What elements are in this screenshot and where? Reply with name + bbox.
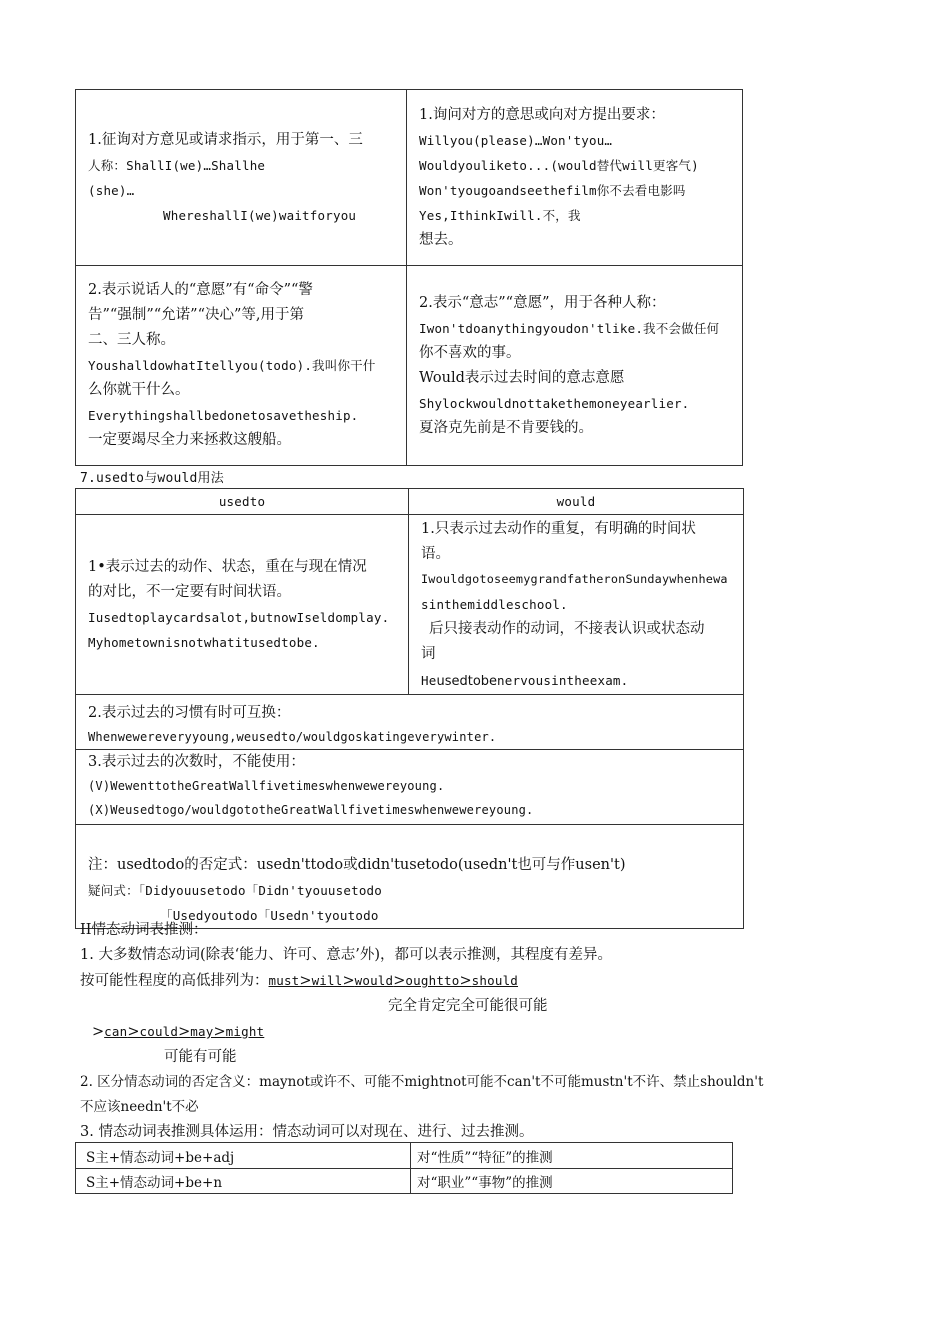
text-line: 3.表示过去的次数时，不能使用： <box>88 754 305 770</box>
text-line: Willyou(please)…Won'tyou… <box>419 132 613 148</box>
usedto-usage-1-cell <box>76 515 409 695</box>
text-line: 1.只表示过去动作的重复，有明确的时间状 <box>421 521 696 537</box>
gt-sign: > <box>393 973 406 989</box>
text-line: Wouldyouliketo...(would替代will更客气) <box>419 157 699 173</box>
gt-sign: > <box>299 973 312 989</box>
gt-sign: > <box>342 973 355 989</box>
text-line: 疑问式：「Didyouusetodo「Didn'tyouusetodo <box>88 883 382 898</box>
note-text: 注：usedtodo的否定式：usedn'ttodo或didn'tusetodo(usedn't也可与作usen't) <box>88 857 626 873</box>
usedto-would-table <box>75 488 744 929</box>
text-line: Yes,IthinkIwill.不，我 <box>419 207 581 223</box>
text-line: 2.表示“意志”“意愿”，用于各种人称： <box>419 294 666 311</box>
would-usage-1-cell <box>409 515 744 695</box>
text-line: (she)… <box>88 182 135 198</box>
text-fragment: He <box>421 673 437 688</box>
text-line: Whenwewereveryyoung,weusedto/wouldgoskatingeverywinter. <box>88 730 497 744</box>
usedto-note-cell <box>76 825 744 929</box>
text-line: 一定要竭尽全力来拯救这艘船。 <box>88 432 291 448</box>
text-line: 1•表示过去的动作、状态，重在与现在情况 <box>88 558 367 575</box>
modal-would: would <box>354 973 394 988</box>
section-ii <box>80 918 900 1145</box>
text-line: sinthemiddleschool. <box>421 597 568 612</box>
text-line: 「Usedyoutodo「Usedn'tyoutodo <box>160 908 379 923</box>
text-line: 词 <box>421 646 436 662</box>
text-line: 3. 情态动词表推测具体运用：情态动词可以对现在、进行、过去推测。 <box>80 1124 534 1140</box>
text-line <box>80 968 900 994</box>
modal-oughtto: oughtto <box>405 973 460 988</box>
section-7-title: 7.usedto与would用法 <box>80 471 224 486</box>
text-line: 么你就干什么。 <box>88 382 190 398</box>
text-line: 夏洛克先前是不肯要钱的。 <box>419 419 593 436</box>
text-line: 1. 大多数情态动词(除表‘能力、许可、意志’外)，都可以表示推测，其程度有差异。 <box>80 947 612 963</box>
modal-might: might <box>225 1024 265 1039</box>
text-line: 2.表示过去的习惯有时可互换： <box>88 705 291 721</box>
text-fragment: nervousintheexam. <box>497 673 629 688</box>
shall-will-table <box>75 89 743 466</box>
text-line: WhereshallI(we)waitforyou <box>163 207 357 223</box>
gt-sign: > <box>459 973 472 989</box>
text-line: Iusedtoplaycardsalot,butnowIseldomplay. <box>88 609 390 625</box>
text-line: Everythingshallbedonetosavetheship. <box>88 408 359 423</box>
gt-sign: > <box>178 1024 191 1040</box>
text-line: 想去。 <box>419 231 463 248</box>
text-line: 1.询问对方的意思或向对方提出要求： <box>419 106 665 123</box>
text-line: IwouldgotoseemygrandfatheronSundaywhenhewa <box>421 572 728 586</box>
pattern-cell-adj: S主+情态动词+be+adj <box>76 1143 411 1169</box>
text-line: 2. 区分情态动词的否定含义：maynot或许不、可能不mightnot可能不can't不可能mustn't不许、禁止shouldn't <box>80 1074 764 1090</box>
text-line: 1.征询对方意见或请求指示，用于第一、三 <box>88 131 363 148</box>
meaning-cell-adj: 对“性质”“特征”的推测 <box>411 1143 733 1169</box>
modal-should: should <box>471 973 519 988</box>
gt-sign: > <box>213 1024 226 1040</box>
gt-sign: > <box>127 1024 140 1040</box>
modal-must: must <box>268 973 300 988</box>
text-line: 你不喜欢的事。 <box>419 344 521 361</box>
text-line: (X)Weusedtogo/wouldgototheGreatWallfivetimeswhenwewereyoung. <box>88 803 534 817</box>
text-line: 的对比，不一定要有时间状语。 <box>88 583 291 600</box>
text-line: Shylockwouldnottakethemoneyearlier. <box>419 395 690 411</box>
usedto-would-usage-2-cell <box>76 695 744 750</box>
meaning-cell-noun: 对“职业”“事物”的推测 <box>411 1169 733 1194</box>
usedto-would-usage-3-cell <box>76 750 744 825</box>
modal-can: can <box>104 1024 128 1039</box>
modal-will: will <box>311 973 343 988</box>
text-line: 告”“强制”“允诺”“决心”等,用于第 <box>88 307 304 323</box>
text-line: Won'tyougoandseethefilm你不去看电影吗 <box>419 182 686 198</box>
text-line: 可能有可能 <box>164 1049 237 1065</box>
text-line <box>88 853 731 878</box>
modal-could: could <box>139 1024 179 1039</box>
text-line: 不应该needn't不必 <box>80 1099 199 1115</box>
text-line: 后只接表动作的动词，不接表认识或状态动 <box>429 621 705 637</box>
text-line: 完全肯定完全可能很可能 <box>388 998 548 1014</box>
text-line: YoushalldowhatItellyou(todo).我叫你干什 <box>88 358 376 373</box>
text-line: (V)WewenttotheGreatWallfivetimeswhenwewereyoung. <box>88 779 445 793</box>
text-line: Iwon'tdoanythingyoudon'tlike.我不会做任何 <box>419 320 720 336</box>
text-fragment: usedtobe <box>436 674 498 689</box>
text-line: 人称：ShallI(we)…Shallhe <box>88 157 266 173</box>
text-fragment: 按可能性程度的高低排列为： <box>80 973 269 989</box>
text-line: 语。 <box>421 546 450 562</box>
modal-inference-table <box>75 1142 733 1194</box>
column-header-would: would <box>409 489 744 515</box>
text-line: Would表示过去时间的意志意愿 <box>419 369 625 386</box>
shall-usage-2-cell <box>76 266 407 466</box>
text-line <box>80 1019 900 1045</box>
gt-sign: > <box>92 1024 105 1040</box>
text-line: 二、三人称。 <box>88 332 175 348</box>
text-line: 2.表示说话人的“意愿”有“命令”“警 <box>88 282 313 298</box>
text-line <box>421 667 731 694</box>
column-header-usedto: usedto <box>76 489 409 515</box>
will-usage-1-cell <box>407 90 743 266</box>
modal-may: may <box>190 1024 214 1039</box>
pattern-cell-noun: S主+情态动词+be+n <box>76 1169 411 1194</box>
shall-usage-1-cell <box>76 90 407 266</box>
will-usage-2-cell <box>407 266 743 466</box>
section-ii-title: II情态动词表推测： <box>80 922 208 938</box>
text-line: Myhometownisnotwhatitusedtobe. <box>88 634 320 650</box>
